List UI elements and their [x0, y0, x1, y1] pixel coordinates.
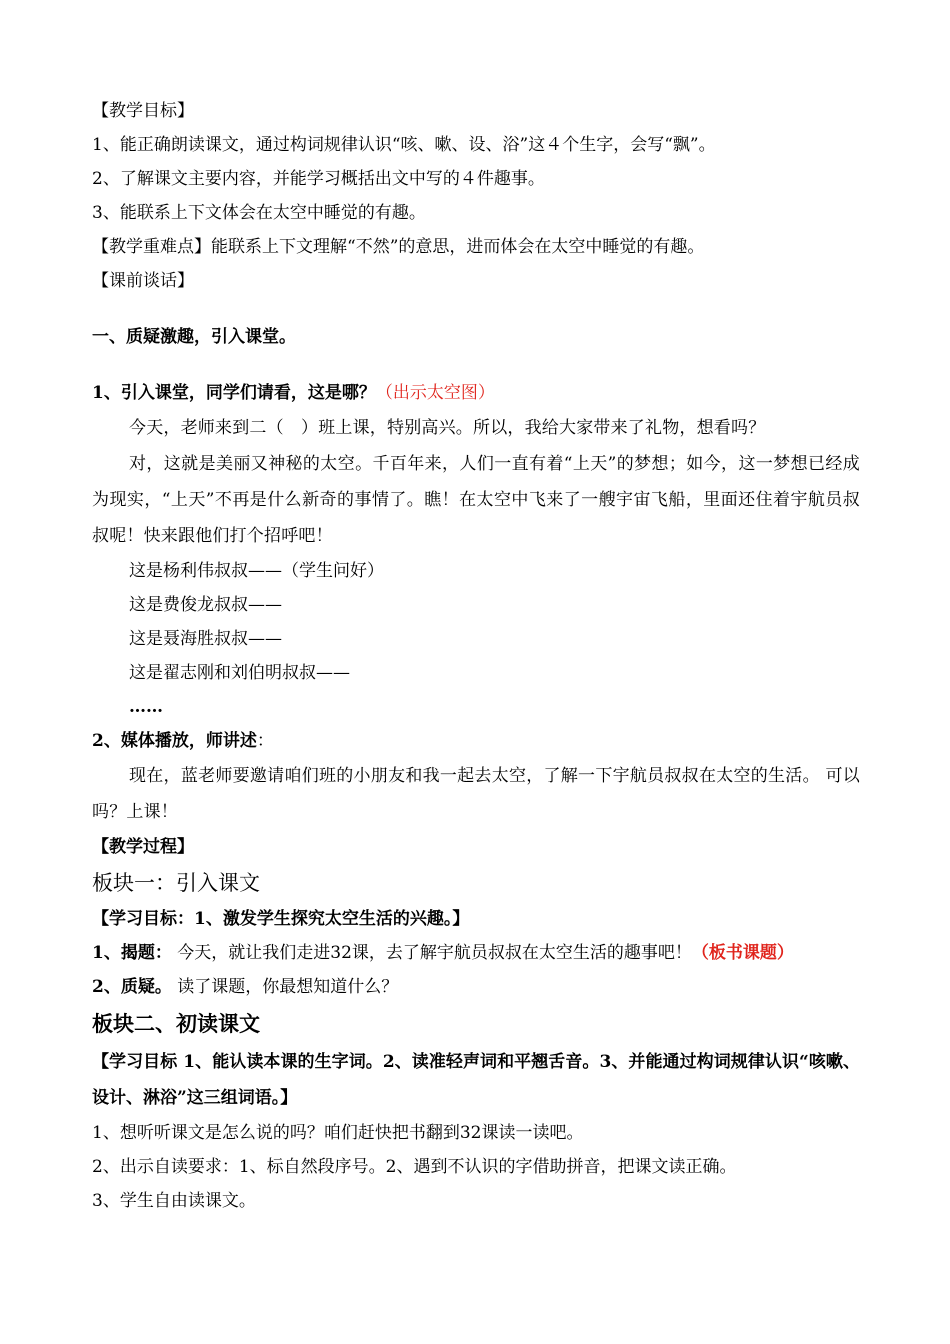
block-2-item: 1、想听听课文是怎么说的吗？咱们赶快把书翻到32课读一读吧。: [92, 1123, 584, 1143]
paragraph-space: 对，这就是美丽又神秘的太空。千百年来，人们一直有着“上天”的梦想；如今，这一梦想已经成为现实，“上天”不再是什么新奇的事情了。瞧！在太空中飞来了一艘宇宙飞船，里面还住着宇航员叔叔呢！快来跟他们打个招呼吧！: [92, 454, 860, 546]
objective-item: 1、能正确朗读课文，通过构词规律认识“咳、嗽、设、浴”这４个生字，会写“飘”。: [92, 135, 716, 155]
block-1-item-1-text: 今天，就让我们走进32课，去了解宇航员叔叔在太空生活的趣事吧！: [177, 943, 692, 963]
astronaut-line: 这是翟志刚和刘伯明叔叔——: [129, 663, 350, 683]
ellipsis: ……: [129, 697, 163, 717]
step-1-text: 1、引入课堂，同学们请看，这是哪？: [92, 383, 376, 403]
block-1-title: 板块一：引入课文: [92, 871, 260, 895]
step-1-note: （出示太空图）: [375, 383, 495, 403]
astronaut-line: 这是费俊龙叔叔——: [129, 595, 282, 615]
section-title: 一、质疑激趣，引入课堂。: [92, 327, 296, 347]
key-points: [92, 230, 860, 264]
block-1-item-1: [92, 936, 860, 970]
block-1-item-1-label: 1、揭题：: [92, 943, 172, 963]
process-heading: 【教学过程】: [92, 837, 194, 857]
objective-item: 3、能联系上下文体会在太空中睡觉的有趣。: [92, 203, 426, 223]
block-1-goal: 【学习目标：1、激发学生探究太空生活的兴趣。】: [92, 909, 470, 929]
objectives-heading: 【教学目标】: [92, 101, 194, 121]
lesson-plan-page: [92, 94, 860, 1218]
astronaut-line: 这是聂海胜叔叔——: [129, 629, 282, 649]
block-2-item: 3、学生自由读课文。: [92, 1191, 256, 1211]
step-2-colon: ：: [256, 731, 274, 751]
step-2: [92, 724, 860, 758]
objective-item: 2、了解课文主要内容，并能学习概括出文中写的４件趣事。: [92, 169, 545, 189]
block-2-goal: 【学习目标 1、能认读本课的生字词。2、读准轻声词和平翘舌音。3、并能通过构词规律认识“咳嗽、设计、淋浴”这三组词语。】: [92, 1052, 860, 1108]
key-points-text: 能联系上下文理解“不然”的意思，进而体会在太空中睡觉的有趣。: [211, 237, 705, 257]
step-2-label: 2、媒体播放，师讲述: [92, 731, 257, 751]
block-1-item-2-label: 2、质疑。: [92, 977, 172, 997]
paragraph-gift: 今天，老师来到二（ ）班上课，特别高兴。所以，我给大家带来了礼物，想看吗？: [129, 418, 766, 438]
key-points-label: 【教学重难点】: [92, 237, 211, 257]
block-2-title: 板块二、初读课文: [92, 1012, 260, 1036]
pre-talk-heading: 【课前谈话】: [92, 271, 194, 291]
board-title-note: （板书课题）: [691, 943, 794, 963]
block-1-item-2-text: 读了课题，你最想知道什么？: [177, 977, 399, 997]
paragraph-invite: 现在，蓝老师要邀请咱们班的小朋友和我一起去太空，了解一下宇航员叔叔在太空的生活。 可以吗？上课！: [92, 766, 860, 822]
astronaut-line: 这是杨利伟叔叔——（学生问好）: [129, 561, 384, 581]
block-1-item-2: [92, 970, 860, 1004]
block-2-item: 2、出示自读要求：1、标自然段序号。2、遇到不认识的字借助拼音，把课文读正确。: [92, 1157, 737, 1177]
step-1: [92, 376, 860, 410]
